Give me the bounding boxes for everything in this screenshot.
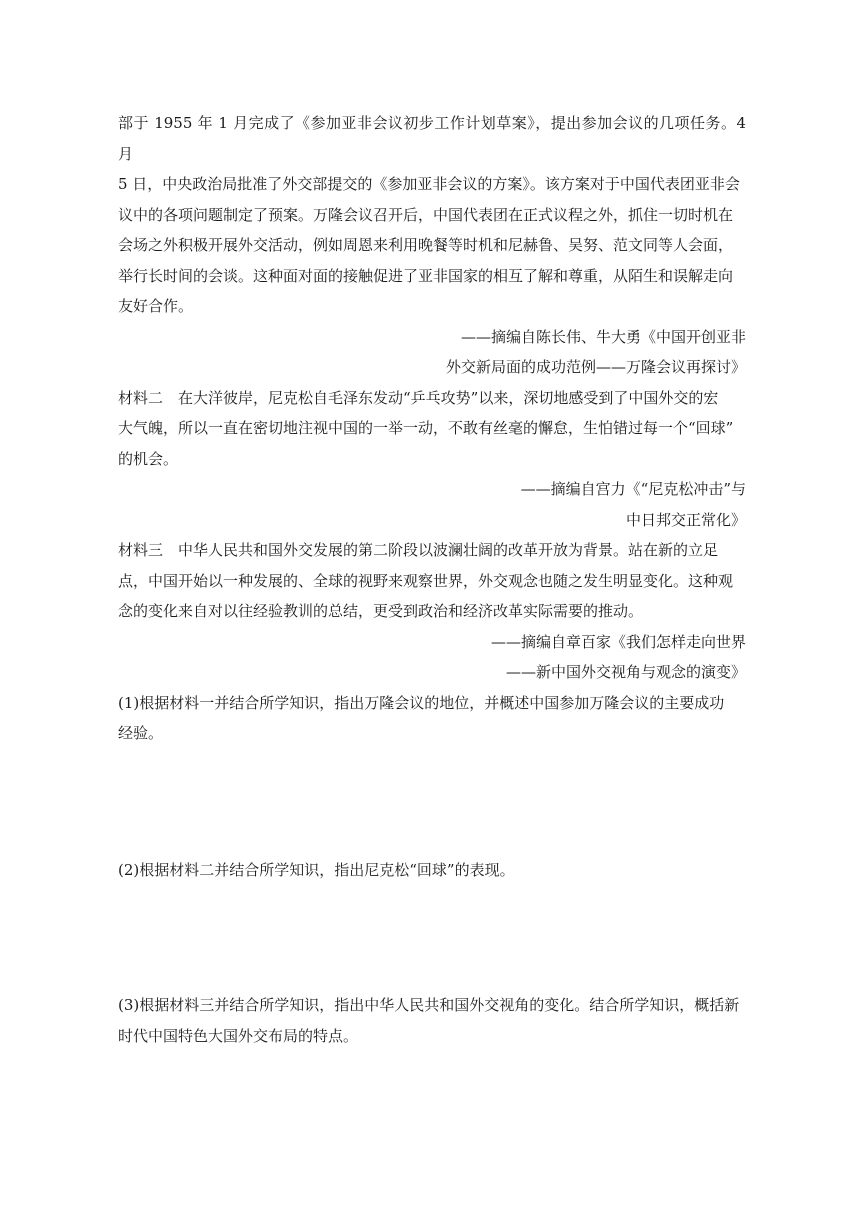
- material-three-text: [118, 535, 746, 627]
- material-label: 材料二: [118, 388, 164, 407]
- text-line: 部于 1955 年 1 月完成了《参加亚非会议初步工作计划草案》，提出参加会议的几项任务。4 月: [118, 114, 746, 163]
- text-line: 议中的各项问题制定了预案。万隆会议召开后，中国代表团在正式议程之外，抓住一切时机在: [118, 205, 734, 224]
- source-line: 外交新局面的成功范例——万隆会议再探讨》: [445, 358, 746, 376]
- material-one-text: [118, 108, 746, 322]
- text-line: [118, 383, 746, 414]
- material-label: 材料三: [118, 541, 164, 559]
- question-line: 时代中国特色大国外交布局的特点。: [118, 1026, 359, 1045]
- source-line: ——摘编自章百家《我们怎样走向世界: [490, 632, 746, 651]
- text-line: 会场之外积极开展外交活动，例如周恩来利用晚餐等时机和尼赫鲁、吴努、范文同等人会面，: [118, 236, 734, 254]
- text-line: [118, 535, 746, 566]
- document-content: [118, 108, 746, 1051]
- question-line: 经验。: [118, 724, 164, 742]
- text-line: 5 日，中央政治局批准了外交部提交的《参加亚非会议的方案》。该方案对于中国代表团亚非会: [118, 175, 740, 193]
- material-two-source: [118, 474, 746, 535]
- question-line: (2)根据材料二并结合所学知识，指出尼克松“回球”的表现。: [118, 860, 515, 879]
- text-line: 大气魄，所以一直在密切地注视中国的一举一动，不敢有丝毫的懈怠，生怕错过每一个“回球”: [118, 419, 734, 437]
- question-line: (3)根据材料三并结合所学知识，指出中华人民共和国外交视角的变化。结合所学知识，概括新: [118, 996, 740, 1014]
- material-three-source: [118, 627, 746, 688]
- question-3: [118, 990, 746, 1051]
- question-line: (1)根据材料一并结合所学知识，指出万隆会议的地位，并概述中国参加万隆会议的主要成功: [118, 693, 725, 712]
- source-line: ——摘编自宫力《“尼克松冲击”与: [520, 480, 746, 498]
- question-1: [118, 688, 746, 749]
- text-line: 念的变化来自对以往经验教训的总结，更受到政治和经济改革实际需要的推动。: [118, 602, 644, 620]
- question-2: [118, 855, 746, 886]
- text-line-content: 在大洋彼岸，尼克松自毛泽东发动“乒乓攻势”以来，深切地感受到了中国外交的宏: [178, 388, 719, 407]
- text-line: 友好合作。: [118, 297, 194, 315]
- source-line: 中日邦交正常化》: [625, 510, 746, 529]
- source-line: ——新中国外交视角与观念的演变》: [505, 663, 746, 681]
- text-line: 的机会。: [118, 449, 179, 468]
- source-line: ——摘编自陈长伟、牛大勇《中国开创亚非: [460, 327, 746, 346]
- text-line: 点，中国开始以一种发展的、全球的视野来观察世界，外交观念也随之发生明显变化。这种观: [118, 571, 734, 590]
- text-line-content: 中华人民共和国外交发展的第二阶段以波澜壮阔的改革开放为背景。站在新的立足: [178, 541, 719, 559]
- text-line: 举行长时间的会谈。这种面对面的接触促进了亚非国家的相互了解和尊重，从陌生和误解走向: [118, 266, 734, 285]
- material-two-text: [118, 383, 746, 475]
- material-one-source: [118, 322, 746, 383]
